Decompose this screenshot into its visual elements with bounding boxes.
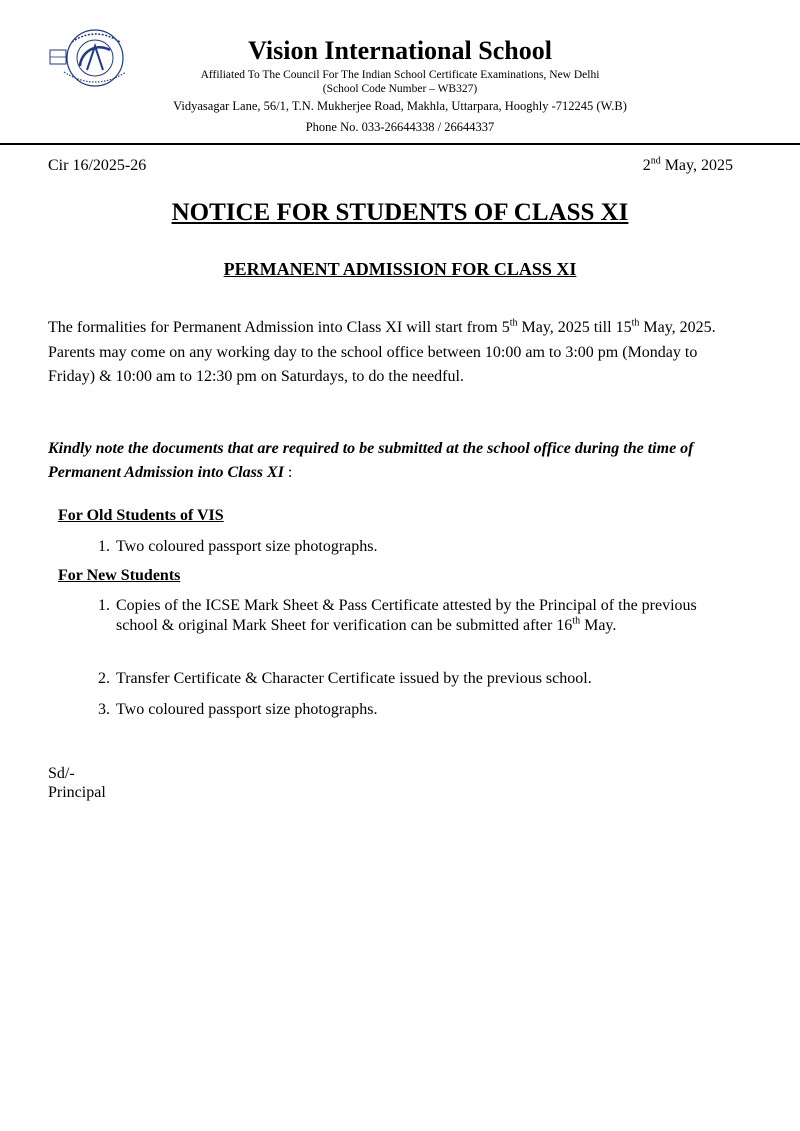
documents-note-emphasis: Kindly note the documents that are required to be submitted at the school office during the time of Permanent Admission into Class XI: [48, 440, 694, 481]
new-students-heading: For New Students: [58, 567, 181, 584]
list-item: [98, 669, 716, 689]
documents-note-tail: :: [283, 464, 293, 481]
list-item-text: Two coloured passport size photographs.: [116, 538, 378, 555]
list-item-number: 1.: [98, 538, 110, 555]
list-item-text: [116, 596, 716, 636]
list-item-number: 1.: [98, 597, 110, 614]
list-item-number: 3.: [98, 701, 110, 718]
paragraph-part: The formalities for Permanent Admission into Class XI will start from 5: [48, 319, 510, 336]
school-phone: Phone No. 033-26644338 / 26644337: [305, 120, 495, 134]
school-address: Vidyasagar Lane, 56/1, T.N. Mukherjee Road, Makhla, Uttarpara, Hooghly -712245 (W.B): [173, 99, 627, 113]
notice-subtitle: PERMANENT ADMISSION FOR CLASS XI: [223, 259, 577, 279]
paragraph-sup: th: [631, 317, 640, 329]
school-name: Vision International School: [248, 36, 552, 65]
paragraph-sup: th: [509, 317, 518, 329]
paragraph-part: May, 2025. Parents may come on any working day to the school office between 10:00 am to 3:00 pm (Monday to Friday) & 10:00 am to 12:30 pm on Saturdays, to do the needful.: [48, 319, 716, 385]
list-item-sup: th: [572, 615, 581, 627]
circular-date: [643, 157, 733, 175]
list-item-text-part: Copies of the ICSE Mark Sheet & Pass Certificate attested by the Principal of the previous school & original Mark Sheet for verification can be submitted after 16: [116, 597, 697, 634]
school-logo: [42, 28, 148, 88]
signature-designation: Principal: [48, 784, 106, 801]
date-suffix: nd: [650, 155, 661, 167]
list-item-text: Transfer Certificate & Character Certificate issued by the previous school.: [116, 670, 592, 687]
circular-number: Cir 16/2025-26: [48, 157, 147, 174]
documents-note: [48, 437, 748, 485]
list-item: [98, 596, 716, 636]
date-day: 2: [642, 157, 651, 174]
school-emblem-icon: [42, 28, 148, 88]
old-students-heading: For Old Students of VIS: [58, 507, 224, 524]
list-item-text: Two coloured passport size photographs.: [116, 701, 378, 718]
affiliation-line: Affiliated To The Council For The Indian School Certificate Examinations, New Delhi: [200, 69, 600, 81]
date-rest: May, 2025: [660, 157, 733, 174]
header-divider: [0, 143, 800, 145]
notice-title: NOTICE FOR STUDENTS OF CLASS XI: [171, 199, 629, 226]
list-item: [98, 700, 716, 720]
paragraph-part: May, 2025 till 15: [517, 319, 632, 336]
school-code: (School Code Number – WB327): [322, 83, 478, 95]
signature-sd: Sd/-: [48, 765, 75, 782]
list-item-text-tail: May.: [580, 617, 617, 634]
list-item: [98, 537, 716, 557]
admission-paragraph: [48, 316, 738, 390]
list-item-number: 2.: [98, 670, 110, 687]
